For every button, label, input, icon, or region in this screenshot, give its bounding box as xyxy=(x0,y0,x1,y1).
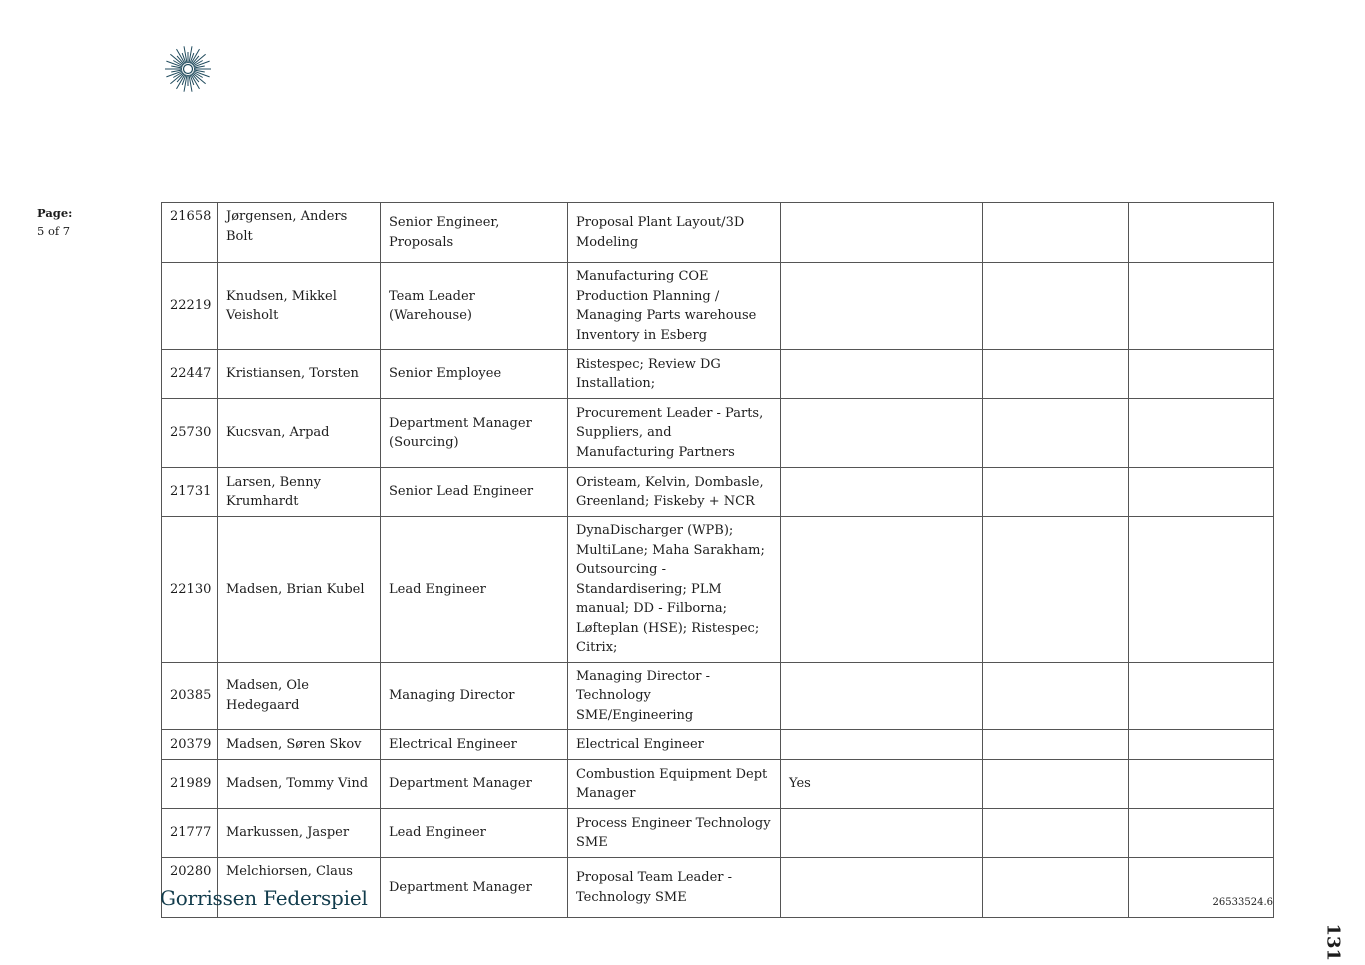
table-row xyxy=(162,662,1274,730)
employee-table xyxy=(161,202,1274,918)
job-title-cell: Team Leader (Warehouse) xyxy=(381,263,568,350)
column-6-cell xyxy=(983,730,1129,760)
employee-id-cell: 22447 xyxy=(162,350,218,399)
employee-name-cell: Kucsvan, Arpad xyxy=(218,399,381,468)
role-description-cell: Electrical Engineer xyxy=(568,730,781,760)
table-row xyxy=(162,517,1274,663)
column-6-cell xyxy=(983,858,1129,918)
employee-name-cell: Knudsen, Mikkel Veisholt xyxy=(218,263,381,350)
employee-id-cell: 22130 xyxy=(162,517,218,663)
column-6-cell xyxy=(983,203,1129,263)
footer-brand: Gorrissen Federspiel xyxy=(160,886,368,910)
document-reference: 26533524.6 xyxy=(1212,897,1273,908)
column-7-cell xyxy=(1129,730,1274,760)
employee-id-cell: 21777 xyxy=(162,809,218,858)
employee-id-cell: 22219 xyxy=(162,263,218,350)
role-description-cell: Proposal Plant Layout/3D Modeling xyxy=(568,203,781,263)
job-title-cell: Department Manager xyxy=(381,858,568,918)
role-description-cell: Managing Director - Technology SME/Engineering xyxy=(568,662,781,730)
employee-name-cell: Madsen, Brian Kubel xyxy=(218,517,381,663)
column-5-cell xyxy=(781,203,983,263)
table-row xyxy=(162,263,1274,350)
employee-name-cell: Larsen, Benny Krumhardt xyxy=(218,468,381,517)
column-7-cell xyxy=(1129,662,1274,730)
employee-name-cell: Kristiansen, Torsten xyxy=(218,350,381,399)
job-title-cell: Department Manager xyxy=(381,760,568,809)
employee-id-cell: 20385 xyxy=(162,662,218,730)
employee-id-cell: 21731 xyxy=(162,468,218,517)
role-description-cell: Process Engineer Technology SME xyxy=(568,809,781,858)
column-5-cell xyxy=(781,263,983,350)
column-5-cell xyxy=(781,662,983,730)
role-description-cell: Oristeam, Kelvin, Dombasle, Greenland; Fiskeby + NCR xyxy=(568,468,781,517)
column-6-cell xyxy=(983,468,1129,517)
role-description-cell: Ristespec; Review DG Installation; xyxy=(568,350,781,399)
employee-id-cell: 25730 xyxy=(162,399,218,468)
column-7-cell xyxy=(1129,203,1274,263)
employee-name-cell: Markussen, Jasper xyxy=(218,809,381,858)
bates-number: 131 xyxy=(1322,923,1344,962)
employee-name-cell: Madsen, Ole Hedegaard xyxy=(218,662,381,730)
employee-id-cell: 20379 xyxy=(162,730,218,760)
column-7-cell xyxy=(1129,858,1274,918)
job-title-cell: Senior Engineer, Proposals xyxy=(381,203,568,263)
column-6-cell xyxy=(983,263,1129,350)
table-row xyxy=(162,809,1274,858)
column-6-cell xyxy=(983,517,1129,663)
page-number: 5 of 7 xyxy=(37,224,71,238)
column-5-cell xyxy=(781,350,983,399)
column-5-cell: Yes xyxy=(781,760,983,809)
employee-name-cell: Madsen, Søren Skov xyxy=(218,730,381,760)
role-description-cell: Manufacturing COE Production Planning / Managing Parts warehouse Inventory in Esberg xyxy=(568,263,781,350)
job-title-cell: Lead Engineer xyxy=(381,517,568,663)
column-6-cell xyxy=(983,662,1129,730)
job-title-cell: Senior Lead Engineer xyxy=(381,468,568,517)
column-5-cell xyxy=(781,730,983,760)
column-6-cell xyxy=(983,809,1129,858)
column-7-cell xyxy=(1129,399,1274,468)
role-description-cell: DynaDischarger (WPB); MultiLane; Maha Sarakham; Outsourcing - Standardisering; PLM manual; DD - Filborna; Løfteplan (HSE); Ristespec; Citrix; xyxy=(568,517,781,663)
column-7-cell xyxy=(1129,760,1274,809)
column-6-cell xyxy=(983,399,1129,468)
table-row xyxy=(162,730,1274,760)
sunburst-logo-icon xyxy=(159,45,217,93)
job-title-cell: Managing Director xyxy=(381,662,568,730)
job-title-cell: Department Manager (Sourcing) xyxy=(381,399,568,468)
column-7-cell xyxy=(1129,350,1274,399)
employee-id-cell: 21658 xyxy=(162,203,218,263)
column-6-cell xyxy=(983,760,1129,809)
column-7-cell xyxy=(1129,468,1274,517)
job-title-cell: Electrical Engineer xyxy=(381,730,568,760)
column-5-cell xyxy=(781,809,983,858)
table-row xyxy=(162,468,1274,517)
column-7-cell xyxy=(1129,263,1274,350)
page-label: Page: xyxy=(37,206,73,220)
table-row xyxy=(162,760,1274,809)
column-7-cell xyxy=(1129,517,1274,663)
role-description-cell: Combustion Equipment Dept Manager xyxy=(568,760,781,809)
employee-id-cell: 21989 xyxy=(162,760,218,809)
table-row xyxy=(162,399,1274,468)
role-description-cell: Procurement Leader - Parts, Suppliers, and Manufacturing Partners xyxy=(568,399,781,468)
column-5-cell xyxy=(781,517,983,663)
table-row xyxy=(162,350,1274,399)
employee-name-cell: Jørgensen, Anders Bolt xyxy=(218,203,381,263)
employee-name-cell: Madsen, Tommy Vind xyxy=(218,760,381,809)
employee-id-cell: 20280 xyxy=(162,858,218,918)
employee-name-cell: Melchiorsen, Claus xyxy=(218,858,381,918)
column-6-cell xyxy=(983,350,1129,399)
column-5-cell xyxy=(781,858,983,918)
job-title-cell: Senior Employee xyxy=(381,350,568,399)
column-5-cell xyxy=(781,468,983,517)
job-title-cell: Lead Engineer xyxy=(381,809,568,858)
role-description-cell: Proposal Team Leader - Technology SME xyxy=(568,858,781,918)
column-7-cell xyxy=(1129,809,1274,858)
column-5-cell xyxy=(781,399,983,468)
table-row xyxy=(162,203,1274,263)
